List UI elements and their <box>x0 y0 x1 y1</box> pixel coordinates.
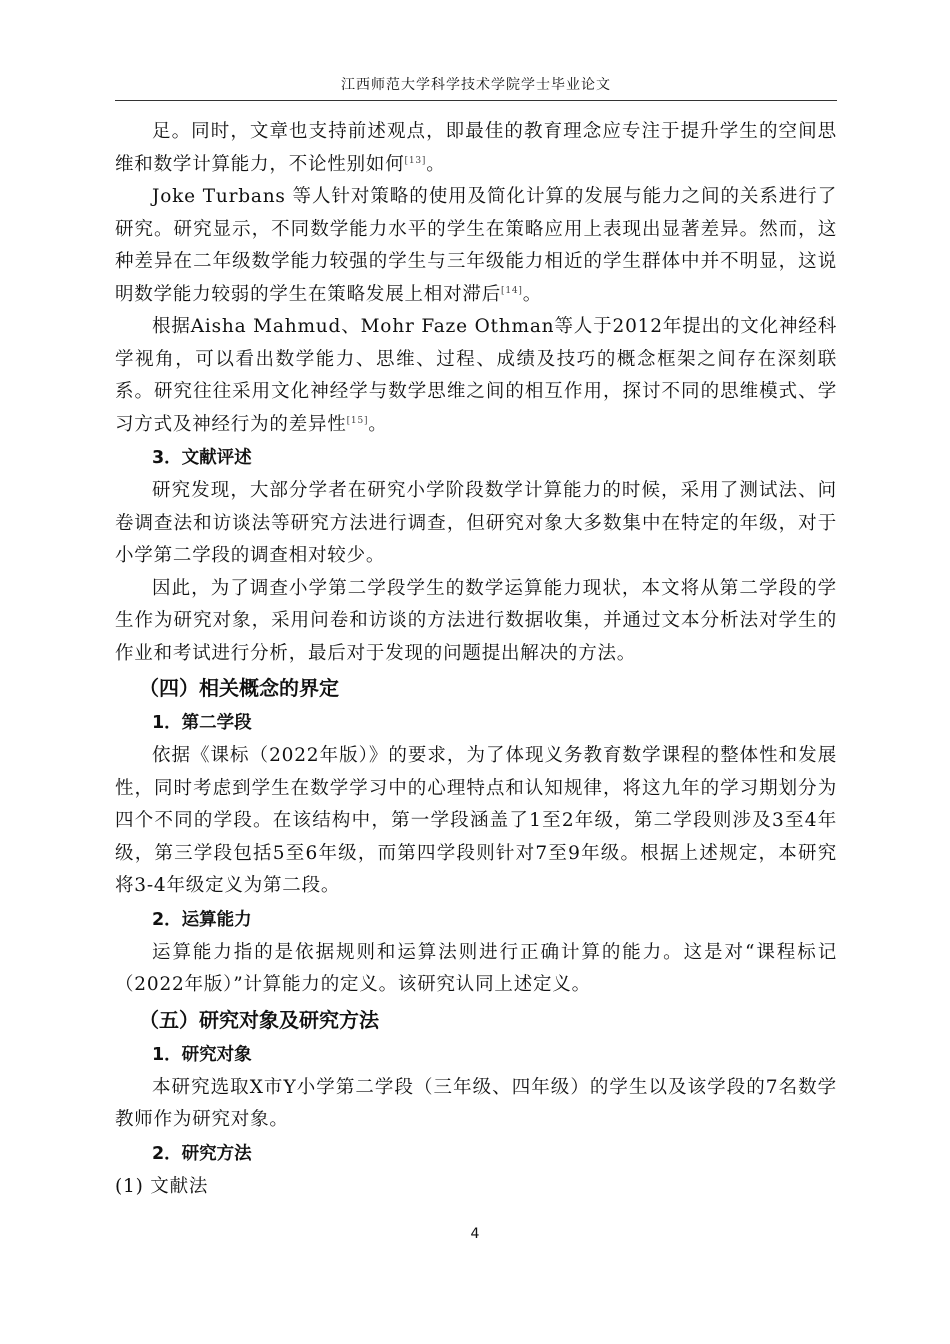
paragraph-3-text: 根据Aisha Mahmud、Mohr Faze Othman等人于2012年提出的文化神经科学视角，可以看出数学能力、思维、过程、成绩及技巧的概念框架之间存在深刻联系。研究往往采用文化神经学与数学思维之间的相互作用，探讨不同的思维模式、学习方式及神经行为的差异性 <box>115 316 837 435</box>
paragraph-3-tail: 。 <box>368 413 388 435</box>
paragraph-8: 本研究选取X市Y小学第二学段（三年级、四年级）的学生以及该学段的7名数学教师作为研究对象。 <box>115 1076 837 1130</box>
paragraph-1-text: 足。同时，文章也支持前述观点，即最佳的教育理念应专注于提升学生的空间思维和数学计算能力，不论性别如何 <box>115 121 837 175</box>
section-heading-5: （五）研究对象及研究方法 <box>139 1007 379 1032</box>
paragraph-2 <box>115 181 837 311</box>
header-divider <box>115 100 837 101</box>
paragraph-7: 运算能力指的是依据规则和运算法则进行正确计算的能力。这是对“课程标记（2022年版）”计算能力的定义。该研究认同上述定义。 <box>115 941 837 995</box>
page-number: 4 <box>470 1226 480 1242</box>
paragraph-1 <box>115 116 837 181</box>
paragraph-5: 因此，为了调查小学第二学段学生的数学运算能力现状，本文将从第二学段的学生作为研究对象，采用问卷和访谈的方法进行数据收集，并通过文本分析法对学生的作业和考试进行分析，最后对于发现的问题提出解决的方法。 <box>115 577 837 664</box>
paragraph-4: 研究发现，大部分学者在研究小学阶段数学计算能力的时候，采用了测试法、问卷调查法和访谈法等研究方法进行调查，但研究对象大多数集中在特定的年级，对于小学第二学段的调查相对较少。 <box>115 480 837 566</box>
heading-research-method: 2．研究方法 <box>152 1143 252 1164</box>
citation-13: [13] <box>404 155 427 166</box>
paragraph-9: (1) 文献法 <box>115 1175 209 1197</box>
paragraph-2-tail: 。 <box>522 283 543 305</box>
page-body <box>115 116 837 1203</box>
paragraph-1-tail: 。 <box>426 153 446 175</box>
citation-15: [15] <box>346 415 369 426</box>
paragraph-3 <box>115 311 837 441</box>
heading-literature-review: 3．文献评述 <box>152 448 252 468</box>
heading-operation-ability: 2．运算能力 <box>152 909 252 930</box>
citation-14: [14] <box>501 285 523 296</box>
heading-second-stage: 1．第二学段 <box>152 713 252 733</box>
section-heading-4: （四）相关概念的界定 <box>139 676 339 700</box>
heading-research-object: 1．研究对象 <box>152 1044 252 1065</box>
running-header: 江西师范大学科学技术学院学士毕业论文 <box>341 77 611 93</box>
paragraph-6: 依据《课标（2022年版）》的要求，为了体现义务教育数学课程的整体性和发展性，同时考虑到学生在数学学习中的心理特点和认知规律，将这九年的学习期划分为四个不同的学段。在该结构中，第一学段涵盖了1至2年级，第二学段则涉及3至4年级，第三学段包括5至6年级，而第四学段则针对7至9年级。根据上述规定，本研究将3-4年级定义为第二段。 <box>115 745 837 896</box>
paragraph-2-text: Joke Turbans 等人针对策略的使用及简化计算的发展与能力之间的关系进行了研究。研究显示，不同数学能力水平的学生在策略应用上表现出显著差异。然而，这种差异在二年级数学能力较强的学生与三年级能力相近的学生群体中并不明显，这说明数学能力较弱的学生在策略发展上相对滞后 <box>115 186 837 305</box>
